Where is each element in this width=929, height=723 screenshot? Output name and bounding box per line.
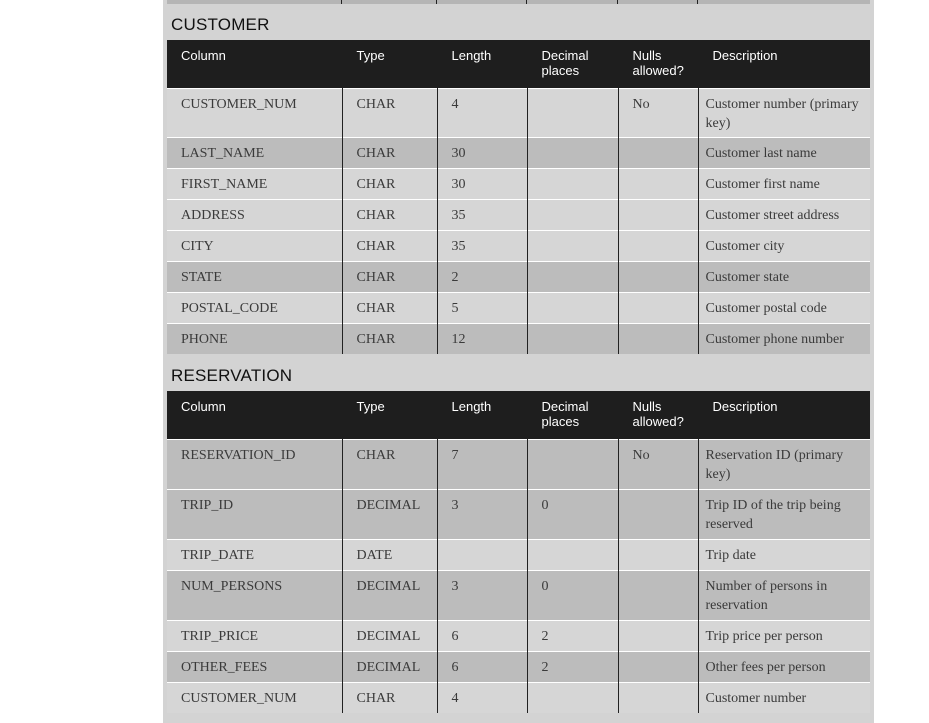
cell-type: DECIMAL [342, 620, 437, 651]
column-divider [617, 0, 618, 4]
cell-nulls-allowed [618, 570, 698, 620]
cell-decimal-places [527, 292, 618, 323]
cell-description: Customer city [698, 230, 870, 261]
cell-type: CHAR [342, 682, 437, 713]
cell-description: Trip date [698, 539, 870, 570]
header-decimal-places: Decimal places [527, 391, 618, 439]
cell-nulls-allowed [618, 199, 698, 230]
header-nulls-allowed: Nulls allowed? [618, 391, 698, 439]
cell-length: 4 [437, 88, 527, 137]
cell-decimal-places [527, 682, 618, 713]
cell-description: Other fees per person [698, 651, 870, 682]
table-header-row [167, 391, 870, 439]
cell-length: 5 [437, 292, 527, 323]
cell-description: Number of persons in reservation [698, 570, 870, 620]
cell-length [437, 539, 527, 570]
table-row [167, 261, 870, 292]
cell-type: CHAR [342, 292, 437, 323]
header-nulls-allowed: Nulls allowed? [618, 40, 698, 88]
header-description: Description [698, 391, 870, 439]
document-page [163, 0, 874, 723]
cell-type: CHAR [342, 323, 437, 354]
cell-type: CHAR [342, 261, 437, 292]
table-row [167, 88, 870, 137]
reservation-table [167, 391, 870, 713]
cell-length: 4 [437, 682, 527, 713]
cell-length: 2 [437, 261, 527, 292]
cell-type: CHAR [342, 199, 437, 230]
cell-column-name: TRIP_PRICE [167, 620, 342, 651]
cell-column-name: POSTAL_CODE [167, 292, 342, 323]
table-row [167, 199, 870, 230]
cell-length: 35 [437, 199, 527, 230]
header-type: Type [342, 40, 437, 88]
cell-nulls-allowed [618, 230, 698, 261]
table-row [167, 439, 870, 489]
cell-nulls-allowed [618, 620, 698, 651]
cell-nulls-allowed [618, 261, 698, 292]
cell-description: Customer phone number [698, 323, 870, 354]
cell-nulls-allowed: No [618, 439, 698, 489]
table-row [167, 230, 870, 261]
cell-column-name: TRIP_ID [167, 489, 342, 539]
cell-description: Customer state [698, 261, 870, 292]
cell-decimal-places [527, 168, 618, 199]
header-column: Column [167, 391, 342, 439]
cell-nulls-allowed [618, 682, 698, 713]
header-description: Description [698, 40, 870, 88]
cell-column-name: PHONE [167, 323, 342, 354]
cell-column-name: CUSTOMER_NUM [167, 682, 342, 713]
cell-type: CHAR [342, 439, 437, 489]
cell-length: 7 [437, 439, 527, 489]
cell-decimal-places [527, 539, 618, 570]
cell-description: Customer first name [698, 168, 870, 199]
cell-length: 35 [437, 230, 527, 261]
cell-description: Trip price per person [698, 620, 870, 651]
cell-column-name: NUM_PERSONS [167, 570, 342, 620]
table-row [167, 539, 870, 570]
table-row [167, 570, 870, 620]
cell-column-name: OTHER_FEES [167, 651, 342, 682]
cell-description: Reservation ID (primary key) [698, 439, 870, 489]
cell-description: Trip ID of the trip being reserved [698, 489, 870, 539]
cell-type: DATE [342, 539, 437, 570]
cell-type: CHAR [342, 137, 437, 168]
header-decimal-places: Decimal places [527, 40, 618, 88]
table-row [167, 651, 870, 682]
cell-type: DECIMAL [342, 651, 437, 682]
column-divider [436, 0, 437, 4]
table-row [167, 489, 870, 539]
cell-nulls-allowed [618, 137, 698, 168]
header-type: Type [342, 391, 437, 439]
table-row [167, 682, 870, 713]
cell-length: 6 [437, 651, 527, 682]
cell-column-name: FIRST_NAME [167, 168, 342, 199]
cell-decimal-places: 0 [527, 489, 618, 539]
cell-decimal-places [527, 88, 618, 137]
cell-description: Customer number (primary key) [698, 88, 870, 137]
customer-table [167, 40, 870, 354]
cell-length: 30 [437, 168, 527, 199]
cell-nulls-allowed: No [618, 88, 698, 137]
table-row [167, 620, 870, 651]
cell-column-name: CUSTOMER_NUM [167, 88, 342, 137]
cell-decimal-places [527, 323, 618, 354]
cell-type: CHAR [342, 168, 437, 199]
table-row [167, 137, 870, 168]
cell-length: 6 [437, 620, 527, 651]
cell-type: DECIMAL [342, 570, 437, 620]
cell-description: Customer last name [698, 137, 870, 168]
cell-column-name: ADDRESS [167, 199, 342, 230]
cell-decimal-places: 0 [527, 570, 618, 620]
cell-nulls-allowed [618, 168, 698, 199]
cell-nulls-allowed [618, 292, 698, 323]
reservation-table-title: RESERVATION [171, 366, 293, 385]
cell-nulls-allowed [618, 651, 698, 682]
cell-type: CHAR [342, 88, 437, 137]
cell-length: 30 [437, 137, 527, 168]
cell-decimal-places [527, 199, 618, 230]
cell-decimal-places [527, 439, 618, 489]
cell-nulls-allowed [618, 539, 698, 570]
table-row [167, 168, 870, 199]
column-divider [697, 0, 698, 4]
table-row [167, 292, 870, 323]
cell-description: Customer postal code [698, 292, 870, 323]
cell-description: Customer street address [698, 199, 870, 230]
cell-type: DECIMAL [342, 489, 437, 539]
header-length: Length [437, 391, 527, 439]
cell-column-name: LAST_NAME [167, 137, 342, 168]
cell-decimal-places [527, 137, 618, 168]
cell-length: 12 [437, 323, 527, 354]
table-row [167, 323, 870, 354]
cell-decimal-places [527, 261, 618, 292]
cell-type: CHAR [342, 230, 437, 261]
cell-decimal-places [527, 230, 618, 261]
cell-decimal-places: 2 [527, 620, 618, 651]
column-divider [341, 0, 342, 4]
table-header-row [167, 40, 870, 88]
cell-column-name: CITY [167, 230, 342, 261]
cell-decimal-places: 2 [527, 651, 618, 682]
cell-column-name: STATE [167, 261, 342, 292]
cell-nulls-allowed [618, 489, 698, 539]
previous-table-bottom-edge [167, 0, 870, 4]
header-column: Column [167, 40, 342, 88]
customer-table-title: CUSTOMER [171, 15, 270, 34]
header-length: Length [437, 40, 527, 88]
column-divider [526, 0, 527, 4]
cell-nulls-allowed [618, 323, 698, 354]
cell-column-name: RESERVATION_ID [167, 439, 342, 489]
cell-length: 3 [437, 489, 527, 539]
cell-description: Customer number [698, 682, 870, 713]
cell-column-name: TRIP_DATE [167, 539, 342, 570]
cell-length: 3 [437, 570, 527, 620]
